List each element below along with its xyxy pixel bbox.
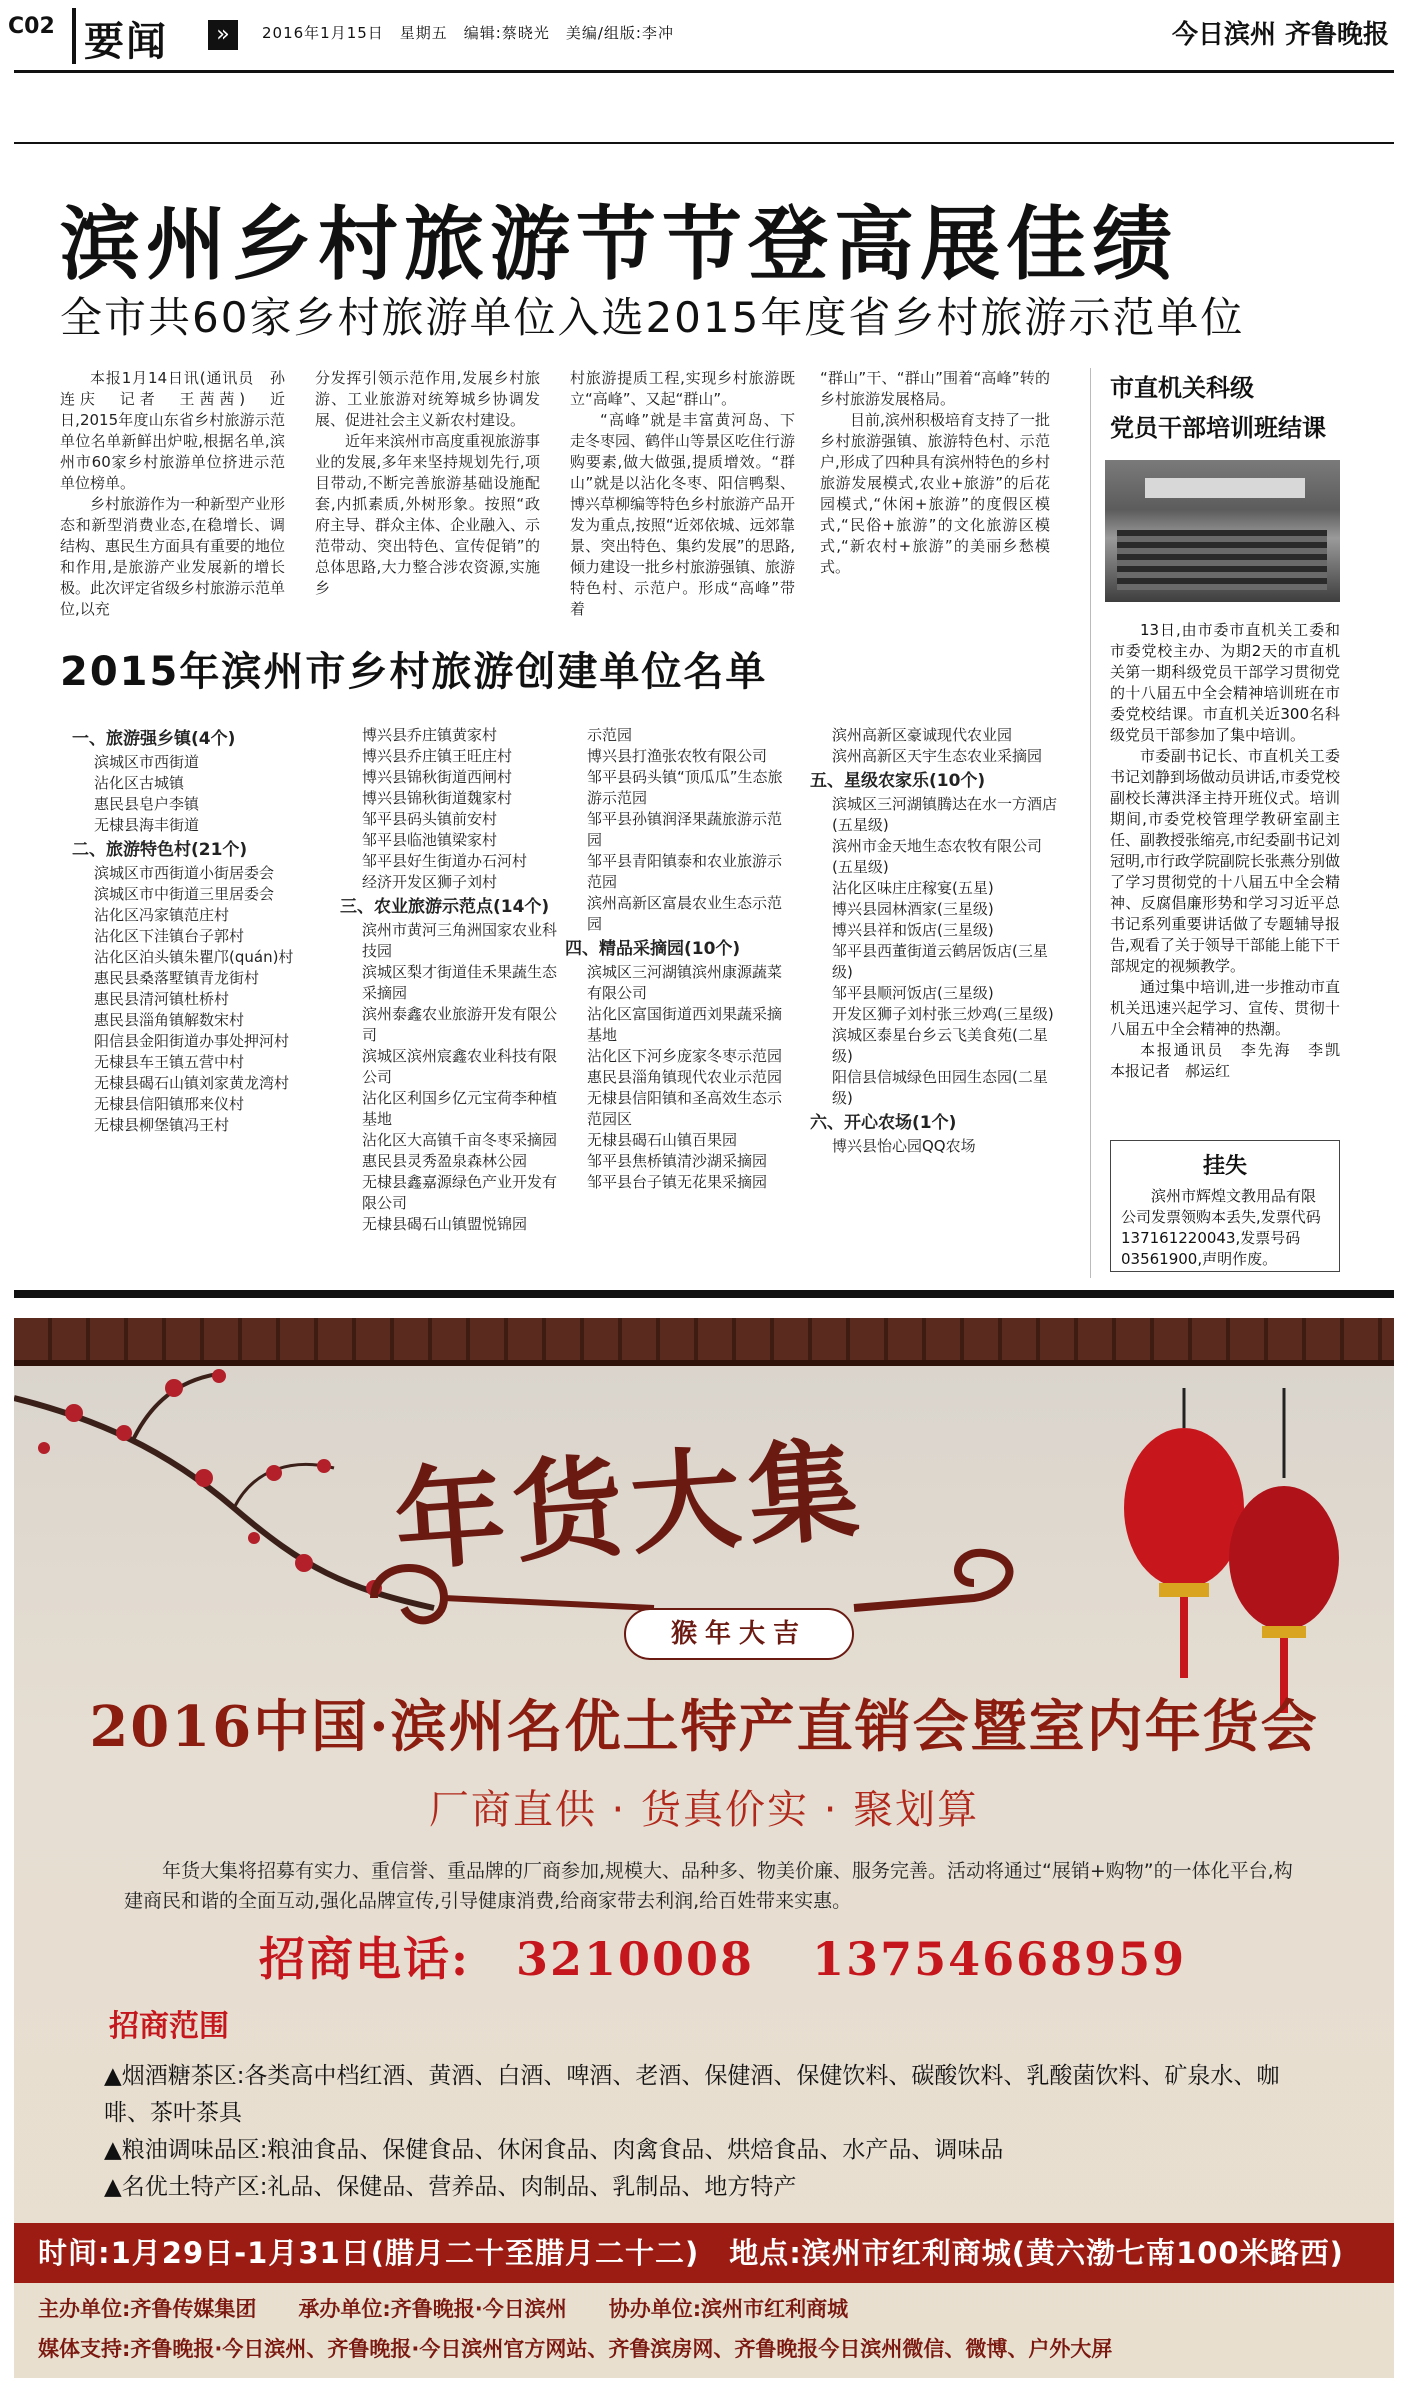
- list-item: 沾化区冯家镇范庄村: [94, 906, 230, 924]
- list-category-heading: 五、星级农家乐(10个): [810, 771, 986, 791]
- header-rule-lower: [14, 142, 1394, 144]
- list-item: 沾化区富国街道西刘果蔬采摘基地: [587, 1005, 783, 1044]
- list-item: 沾化区古城镇: [94, 774, 185, 792]
- list-category-heading: 二、旅游特色村(21个): [72, 840, 248, 860]
- paragraph: 乡村旅游作为一种新型产业形态和新型消费业态,在稳增长、调结构、惠民生方面具有重要的地位和作用,是旅游产业发展新的增长极。此次评定省级乡村旅游示范单位,以充: [60, 495, 286, 618]
- list-item: 经济开发区狮子刘村: [362, 873, 498, 891]
- column-divider: [1090, 368, 1091, 1278]
- ad-slogan: 厂商直供 · 货真价实 · 聚划算: [428, 1787, 980, 1833]
- list-item: 惠民县淄角镇解数宋村: [94, 1011, 245, 1029]
- list-category-heading: 一、旅游强乡镇(4个): [72, 729, 236, 749]
- list-item: 滨城区梨才街道佳禾果蔬生态采摘园: [362, 963, 558, 1002]
- paragraph: 分发挥引领示范作用,发展乡村旅游、工业旅游对统筹城乡协调发展、促进社会主义新农村建设。: [315, 369, 540, 429]
- list-item: 示范园: [587, 726, 633, 744]
- list-heading: 2015年滨州市乡村旅游创建单位名单: [60, 649, 768, 695]
- list-item: 邹平县青阳镇泰和农业旅游示范园: [587, 852, 783, 891]
- list-item: 沾化区大高镇千亩冬枣采摘园: [362, 1131, 558, 1149]
- list-item: 阳信县金阳街道办事处押河村: [94, 1032, 290, 1050]
- lantern-decoration: [1114, 1388, 1344, 1718]
- range-item-2: ▲粮油调味品区:粮油食品、保健食品、休闲食品、肉禽食品、烘焙食品、水产品、调味品: [104, 2137, 1004, 2163]
- organizers: 主办单位:齐鲁传媒集团 承办单位:齐鲁晚报·今日滨州 协办单位:滨州市红利商城: [38, 2297, 849, 2321]
- list-item: 邹平县好生街道办石河村: [362, 852, 528, 870]
- paragraph: 通过集中培训,进一步推动市直机关迅速兴起学习、宣传、贯彻十八届五中全会精神的热潮。: [1110, 978, 1340, 1038]
- list-item: 邹平县临池镇梁家村: [362, 831, 498, 849]
- list-item: 博兴县祥和饭店(三星级): [832, 921, 994, 939]
- list-column-2: [340, 725, 560, 1235]
- list-item: 博兴县乔庄镇王旺庄村: [362, 747, 513, 765]
- photo-banner: [1145, 478, 1305, 498]
- list-item: 惠民县清河镇杜桥村: [94, 990, 230, 1008]
- list-item: 无棣县信阳镇邢来仪村: [94, 1095, 245, 1113]
- issue-meta: 2016年1月15日 星期五 编辑:蔡晓光 美编/组版:李冲: [262, 24, 674, 42]
- list-item: 沾化区下洼镇台子郭村: [94, 927, 245, 945]
- range-title: 招商范围: [109, 2009, 229, 2044]
- list-item: 滨城区泰星台乡云飞美食苑(二星级): [832, 1026, 1048, 1065]
- list-item: 滨城区市中街道三里居委会: [94, 885, 275, 903]
- meeting-photo: [1105, 460, 1340, 602]
- list-item: 沾化区泊头镇朱瞿邝(quán)村: [94, 948, 294, 966]
- list-item: 邹平县焦桥镇清沙湖采摘园: [587, 1152, 768, 1170]
- side-title-line-2: 党员干部培训班结课: [1110, 414, 1326, 442]
- list-item: 滨州高新区富晨农业生态示范园: [587, 894, 783, 933]
- list-item: 惠民县灵秀盈泉森林公园: [362, 1152, 528, 1170]
- phone-number-1: 3210008: [516, 1932, 755, 1986]
- article-headline: 滨州乡村旅游节节登高展佳绩: [60, 198, 1178, 291]
- list-item: 开发区狮子刘村张三炒鸡(三星级): [832, 1005, 1054, 1023]
- list-item: 博兴县锦秋街道西闸村: [362, 768, 513, 786]
- list-item: 博兴县园林酒家(三星级): [832, 900, 994, 918]
- list-item: 滨州市金天地生态农牧有限公司(五星级): [832, 837, 1043, 876]
- paragraph: 目前,滨州积极培育支持了一批乡村旅游强镇、旅游特色村、示范户,形成了四种具有滨州特色的乡村旅游发展模式,农业+旅游”的后花园模式,“休闲+旅游”的度假区模式,“民俗+旅游”的文化旅游区模式,“新农村+旅游”的美丽乡愁模式。: [820, 411, 1050, 576]
- lost-notice: [1110, 1140, 1340, 1272]
- list-item: 无棣县碣石山镇百果园: [587, 1131, 738, 1149]
- list-column-3: [565, 725, 795, 1193]
- paragraph: 本报1月14日讯(通讯员 孙连庆 记者 王茜茜) 近日,2015年度山东省乡村旅游示范单位名单新鲜出炉啦,根据名单,滨州市60家乡村旅游单位挤进示范单位榜单。: [60, 369, 285, 492]
- list-item: 滨城区市西街道小街居委会: [94, 864, 275, 882]
- paragraph: 村旅游提质工程,实现乡村旅游既立“高峰”、又起“群山”。: [570, 369, 795, 408]
- lost-notice-text: 滨州市辉煌文教用品有限公司发票领购本丢失,发票代码137161220043,发票号码03561900,声明作废。: [1121, 1187, 1321, 1268]
- paragraph: “群山”干、“群山”围着“高峰”转的乡村旅游发展格局。: [820, 369, 1050, 408]
- list-category-heading: 六、开心农场(1个): [810, 1113, 957, 1133]
- side-title-line-1: 市直机关科级: [1110, 374, 1254, 402]
- paragraph: 近年来滨州市高度重视旅游事业的发展,多年来坚持规划先行,项目带动,不断完善旅游基础设施配套,内抓素质,外树形象。按照“政府主导、群众主体、企业融入、示范带动、突出特色、宣传促销”的总体思路,大力整合涉农资源,实施乡: [315, 432, 541, 597]
- list-item: 滨州高新区豪诚现代农业园: [832, 726, 1013, 744]
- byline: 本报通讯员 李先海 李凯 本报记者 郝运红: [1110, 1041, 1356, 1080]
- list-item: 博兴县打渔张农牧有限公司: [587, 747, 768, 765]
- list-item: 无棣县柳堡镇冯王村: [94, 1116, 230, 1134]
- ad-phone-line: [259, 1923, 1186, 1989]
- time-location-bar: 时间:1月29日-1月31日(腊月二十至腊月二十二) 地点:滨州市红利商城(黄六渤七南100米路西): [14, 2223, 1394, 2283]
- list-item: 滨州泰鑫农业旅游开发有限公司: [362, 1005, 558, 1044]
- list-item: 滨城区三河湖镇滨州康源蔬菜有限公司: [587, 963, 783, 1002]
- phone-number-2: 13754668959: [812, 1932, 1187, 1986]
- article-column-4: [820, 368, 1050, 578]
- list-item: 滨城区市西街道: [94, 753, 200, 771]
- article-column-2: [315, 368, 540, 599]
- section-name: 要闻: [84, 19, 168, 65]
- list-item: 邹平县码头镇前安村: [362, 810, 498, 828]
- newspaper-name: 今日滨州 齐鲁晚报: [1171, 20, 1389, 50]
- list-item: 无棣县车王镇五营中村: [94, 1053, 245, 1071]
- ad-intro: 年货大集将招募有实力、重信誉、重品牌的厂商参加,规模大、品种多、物美价廉、服务完善。活动将通过“展销+购物”的一体化平台,构建商民和谐的全面互动,强化品牌宣传,引导健康消费,给商家带去利润,给百姓带来实惠。: [124, 1860, 1293, 1912]
- range-item-1: ▲烟酒糖茶区:各类高中档红酒、黄酒、白酒、啤酒、老酒、保健酒、保健饮料、碳酸饮料、乳酸菌饮料、矿泉水、咖啡、茶叶茶具: [104, 2063, 1280, 2126]
- ad-seal-badge: 猴年大吉: [624, 1608, 854, 1660]
- list-item: 邹平县孙镇润泽果蔬旅游示范园: [587, 810, 783, 849]
- list-column-4: [810, 725, 1060, 1157]
- advertisement: [14, 1318, 1394, 2378]
- list-item: 滨州高新区天宇生态农业采摘园: [832, 747, 1043, 765]
- paragraph: “高峰”就是丰富黄河岛、下走冬枣园、鹤伴山等景区吃住行游购要素,做大做强,提质增效。“群山”就是以沾化冬枣、阳信鸭梨、博兴草柳编等特色乡村旅游产品开发为重点,按照“近郊依城、远郊靠景、突出特色、集约发展”的思路,倾力建设一批乡村旅游强镇、旅游特色村、示范户。形成“高峰”带着: [570, 411, 796, 618]
- ad-event-title: 2016中国·滨州名优土特产直销会暨室内年货会: [89, 1694, 1319, 1760]
- list-item: 沾化区下河乡庞家冬枣示范园: [587, 1047, 783, 1065]
- list-item: 惠民县皂户李镇: [94, 795, 200, 813]
- list-item: 沾化区利国乡亿元宝荷李种植基地: [362, 1089, 558, 1128]
- chevron-right-icon: »: [208, 20, 238, 50]
- list-item: 惠民县淄角镇现代农业示范园: [587, 1068, 783, 1086]
- list-item: 滨城区三河湖镇腾达在水一方酒店(五星级): [832, 795, 1058, 834]
- list-item: 滨城区滨州宸鑫农业科技有限公司: [362, 1047, 558, 1086]
- list-item: 阳信县信城绿色田园生态园(二星级): [832, 1068, 1048, 1107]
- phone-label: 招商电话:: [259, 1932, 470, 1986]
- list-item: 邹平县顺河饭店(三星级): [832, 984, 994, 1002]
- list-item: 博兴县锦秋街道魏家村: [362, 789, 513, 807]
- range-item-3: ▲名优土特产区:礼品、保健品、营养品、肉制品、乳制品、地方特产: [104, 2174, 797, 2200]
- list-item: 邹平县台子镇无花果采摘园: [587, 1173, 768, 1191]
- article-subhead: 全市共60家乡村旅游单位入选2015年度省乡村旅游示范单位: [60, 293, 1245, 342]
- list-item: 邹平县西董街道云鹤居饭店(三星级): [832, 942, 1048, 981]
- media-support: 媒体支持:齐鲁晚报·今日滨州、齐鲁晚报·今日滨州官方网站、齐鲁滨房网、齐鲁晚报今日滨州微信、微博、户外大屏: [38, 2337, 1113, 2361]
- list-item: 沾化区味庄庄稼宴(五星): [832, 879, 994, 897]
- list-item: 博兴县怡心园QQ农场: [832, 1137, 976, 1155]
- lost-notice-title: 挂失: [1202, 1154, 1247, 1179]
- section-divider: [14, 1290, 1394, 1298]
- list-item: 惠民县桑落墅镇青龙街村: [94, 969, 260, 987]
- side-article-body: [1110, 620, 1356, 1082]
- side-article-title: [1110, 368, 1350, 448]
- list-category-heading: 四、精品采摘园(10个): [565, 939, 741, 959]
- list-item: 无棣县碣石山镇刘家黄龙湾村: [94, 1074, 290, 1092]
- paragraph: 13日,由市委市直机关工委和市委党校主办、为期2天的市直机关第一期科级党员干部学习贯彻党的十八届五中全会精神培训班在市委党校结课。市直机关近300名科级党员干部参加了集中培训。: [1110, 621, 1340, 744]
- header-rule: [14, 70, 1394, 73]
- page-number: C02: [8, 14, 55, 39]
- list-column-1: [72, 725, 342, 1136]
- list-item: 博兴县乔庄镇黄家村: [362, 726, 498, 744]
- paragraph: 市委副书记长、市直机关工委书记刘静到场做动员讲话,市委党校副校长薄洪泽主持开班仪式。培训期间,市委党校管理学教研室副主任、副教授张缩亮,市纪委副书记刘冠明,市行政学院副院长张燕分别做了学习贯彻党的十八届五中全会精神、反腐倡廉形势和学习习近平总书记系列重要讲话做了专题辅导报告,观看了关于领导干部能上能下干部规定的视频教学。: [1110, 747, 1340, 975]
- list-item: 无棣县碣石山镇盟悦锦园: [362, 1215, 528, 1233]
- article-column-1: [60, 368, 285, 620]
- article-column-3: [570, 368, 795, 620]
- list-item: 无棣县海丰街道: [94, 816, 200, 834]
- photo-audience: [1117, 530, 1327, 590]
- list-item: 邹平县码头镇“顶瓜瓜”生态旅游示范园: [587, 768, 783, 807]
- list-item: 无棣县鑫嘉源绿色产业开发有限公司: [362, 1173, 558, 1212]
- ad-big-title: 年货大集: [390, 1424, 871, 1587]
- list-item: 无棣县信阳镇和圣高效生态示范园区: [587, 1089, 783, 1128]
- list-category-heading: 三、农业旅游示范点(14个): [340, 897, 550, 917]
- list-item: 滨州市黄河三角洲国家农业科技园: [362, 921, 558, 960]
